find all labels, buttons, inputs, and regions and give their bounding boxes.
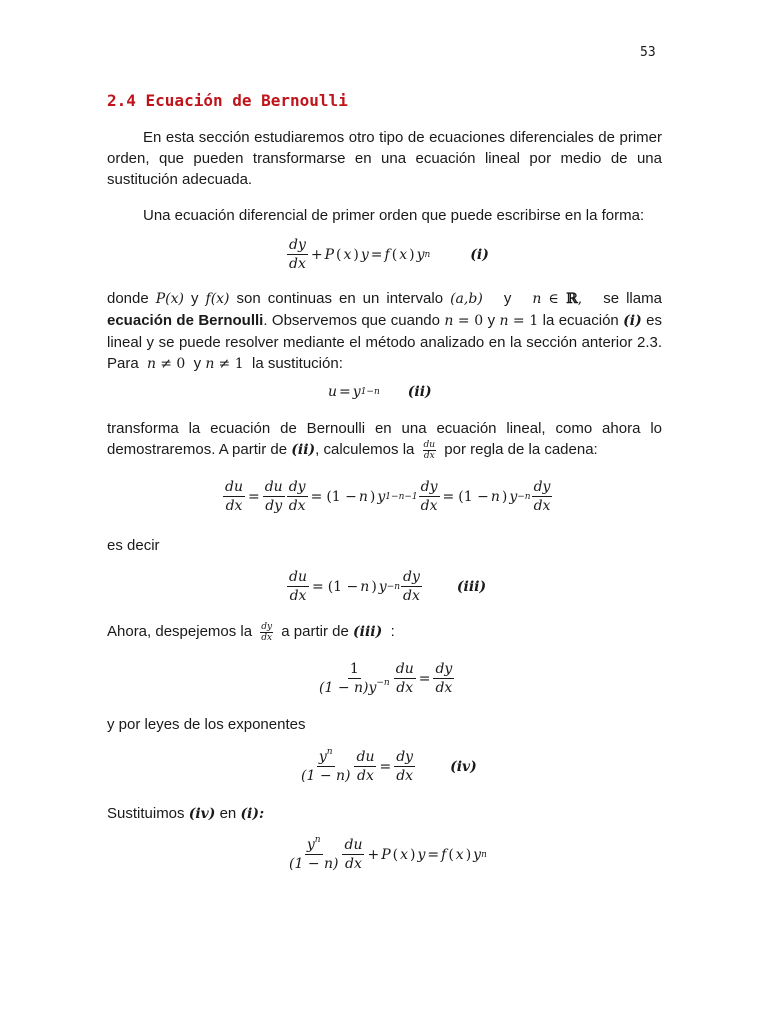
- intro-text: En esta sección estudiaremos otro tipo de ecuaciones diferenciales de primer orden, que pueden transformarse en una ecuación lineal por medio de una sustitución adecuada.: [107, 129, 662, 188]
- despejemos-paragraph: Ahora, despejemos la $\frac{dy}{dx}$ a partir de (iii) :: [107, 621, 395, 643]
- fraction-du-dx-small: $\frac{du}{dx}$: [423, 439, 436, 461]
- definition-paragraph: donde P(x) y f(x) son continuas en un intervalo (a,b) y n ∈ ℝ, se llama ecuación de Bernoulli. Observemos que cuando n = 0 y n = 1 la ecuación (i) es lineal y se puede resolver mediante el método analizado en la sección anterior 2.3. Para n ≠ 0 y n ≠ 1 la sustitución:: [107, 290, 662, 372]
- es-decir-text: es decir: [107, 537, 160, 554]
- transform-paragraph: transforma la ecuación de Bernoulli en una ecuación lineal, como ahora lo demostraremos. A partir de (ii), calculemos la $\frac{du}{dx}$ por regla de la cadena:: [107, 420, 662, 461]
- equation-tag: (ii): [407, 384, 432, 400]
- equation-chain-rule: $\frac{du}{dx}$ = $\frac{du}{dy}$ $\frac{dy}{dx}$ = (1 − n ) y 1−n−1 $\frac{dy}{dx}$ = (1 − n ) y −n $\frac{dy}{dx}$: [225, 479, 551, 514]
- form-paragraph: [107, 205, 662, 226]
- equation-tag: (i): [470, 246, 489, 263]
- fraction-dy-dx-small: $\frac{dy}{dx}$: [261, 621, 273, 643]
- section-title: 2.4 Ecuación de Bernoulli: [107, 91, 348, 110]
- substitute-paragraph: Sustituimos (iv) en (i):: [107, 805, 265, 822]
- bernoulli-term: ecuación de Bernoulli: [107, 312, 264, 329]
- equation-isolation: $\frac{1}{(1 - n)y^{-n}}$ $\frac{du}{dx}$ = $\frac{dy}{dx}$: [319, 661, 453, 696]
- equation-iii: $\frac{du}{dx}$ = (1 − n ) y −n $\frac{dy}{dx}$ (iii): [289, 569, 487, 604]
- equation-tag: (iv): [450, 758, 477, 775]
- equation-tag: (iii): [456, 578, 487, 595]
- form-text: Una ecuación diferencial de primer orden que puede escribirse en la forma:: [143, 207, 645, 224]
- page-number: 53: [640, 45, 656, 60]
- intro-paragraph: [107, 127, 662, 190]
- exponent-laws-text: y por leyes de los exponentes: [107, 716, 306, 733]
- equation-substituted: $\frac{y^n}{(1 - n)}$ $\frac{du}{dx}$ + P ( x ) y = f ( x ) y n: [289, 835, 487, 872]
- fraction-dy-dx: $\frac{dy}{dx}$: [289, 237, 306, 272]
- equation-ii: u = y 1−n (ii): [328, 384, 432, 400]
- equation-i: $\frac{dy}{dx}$ + P ( x ) y = f ( x ) y n (i): [289, 237, 489, 272]
- equation-iv: $\frac{y^n}{(1 - n)}$ $\frac{du}{dx}$ = $\frac{dy}{dx}$ (iv): [301, 747, 477, 784]
